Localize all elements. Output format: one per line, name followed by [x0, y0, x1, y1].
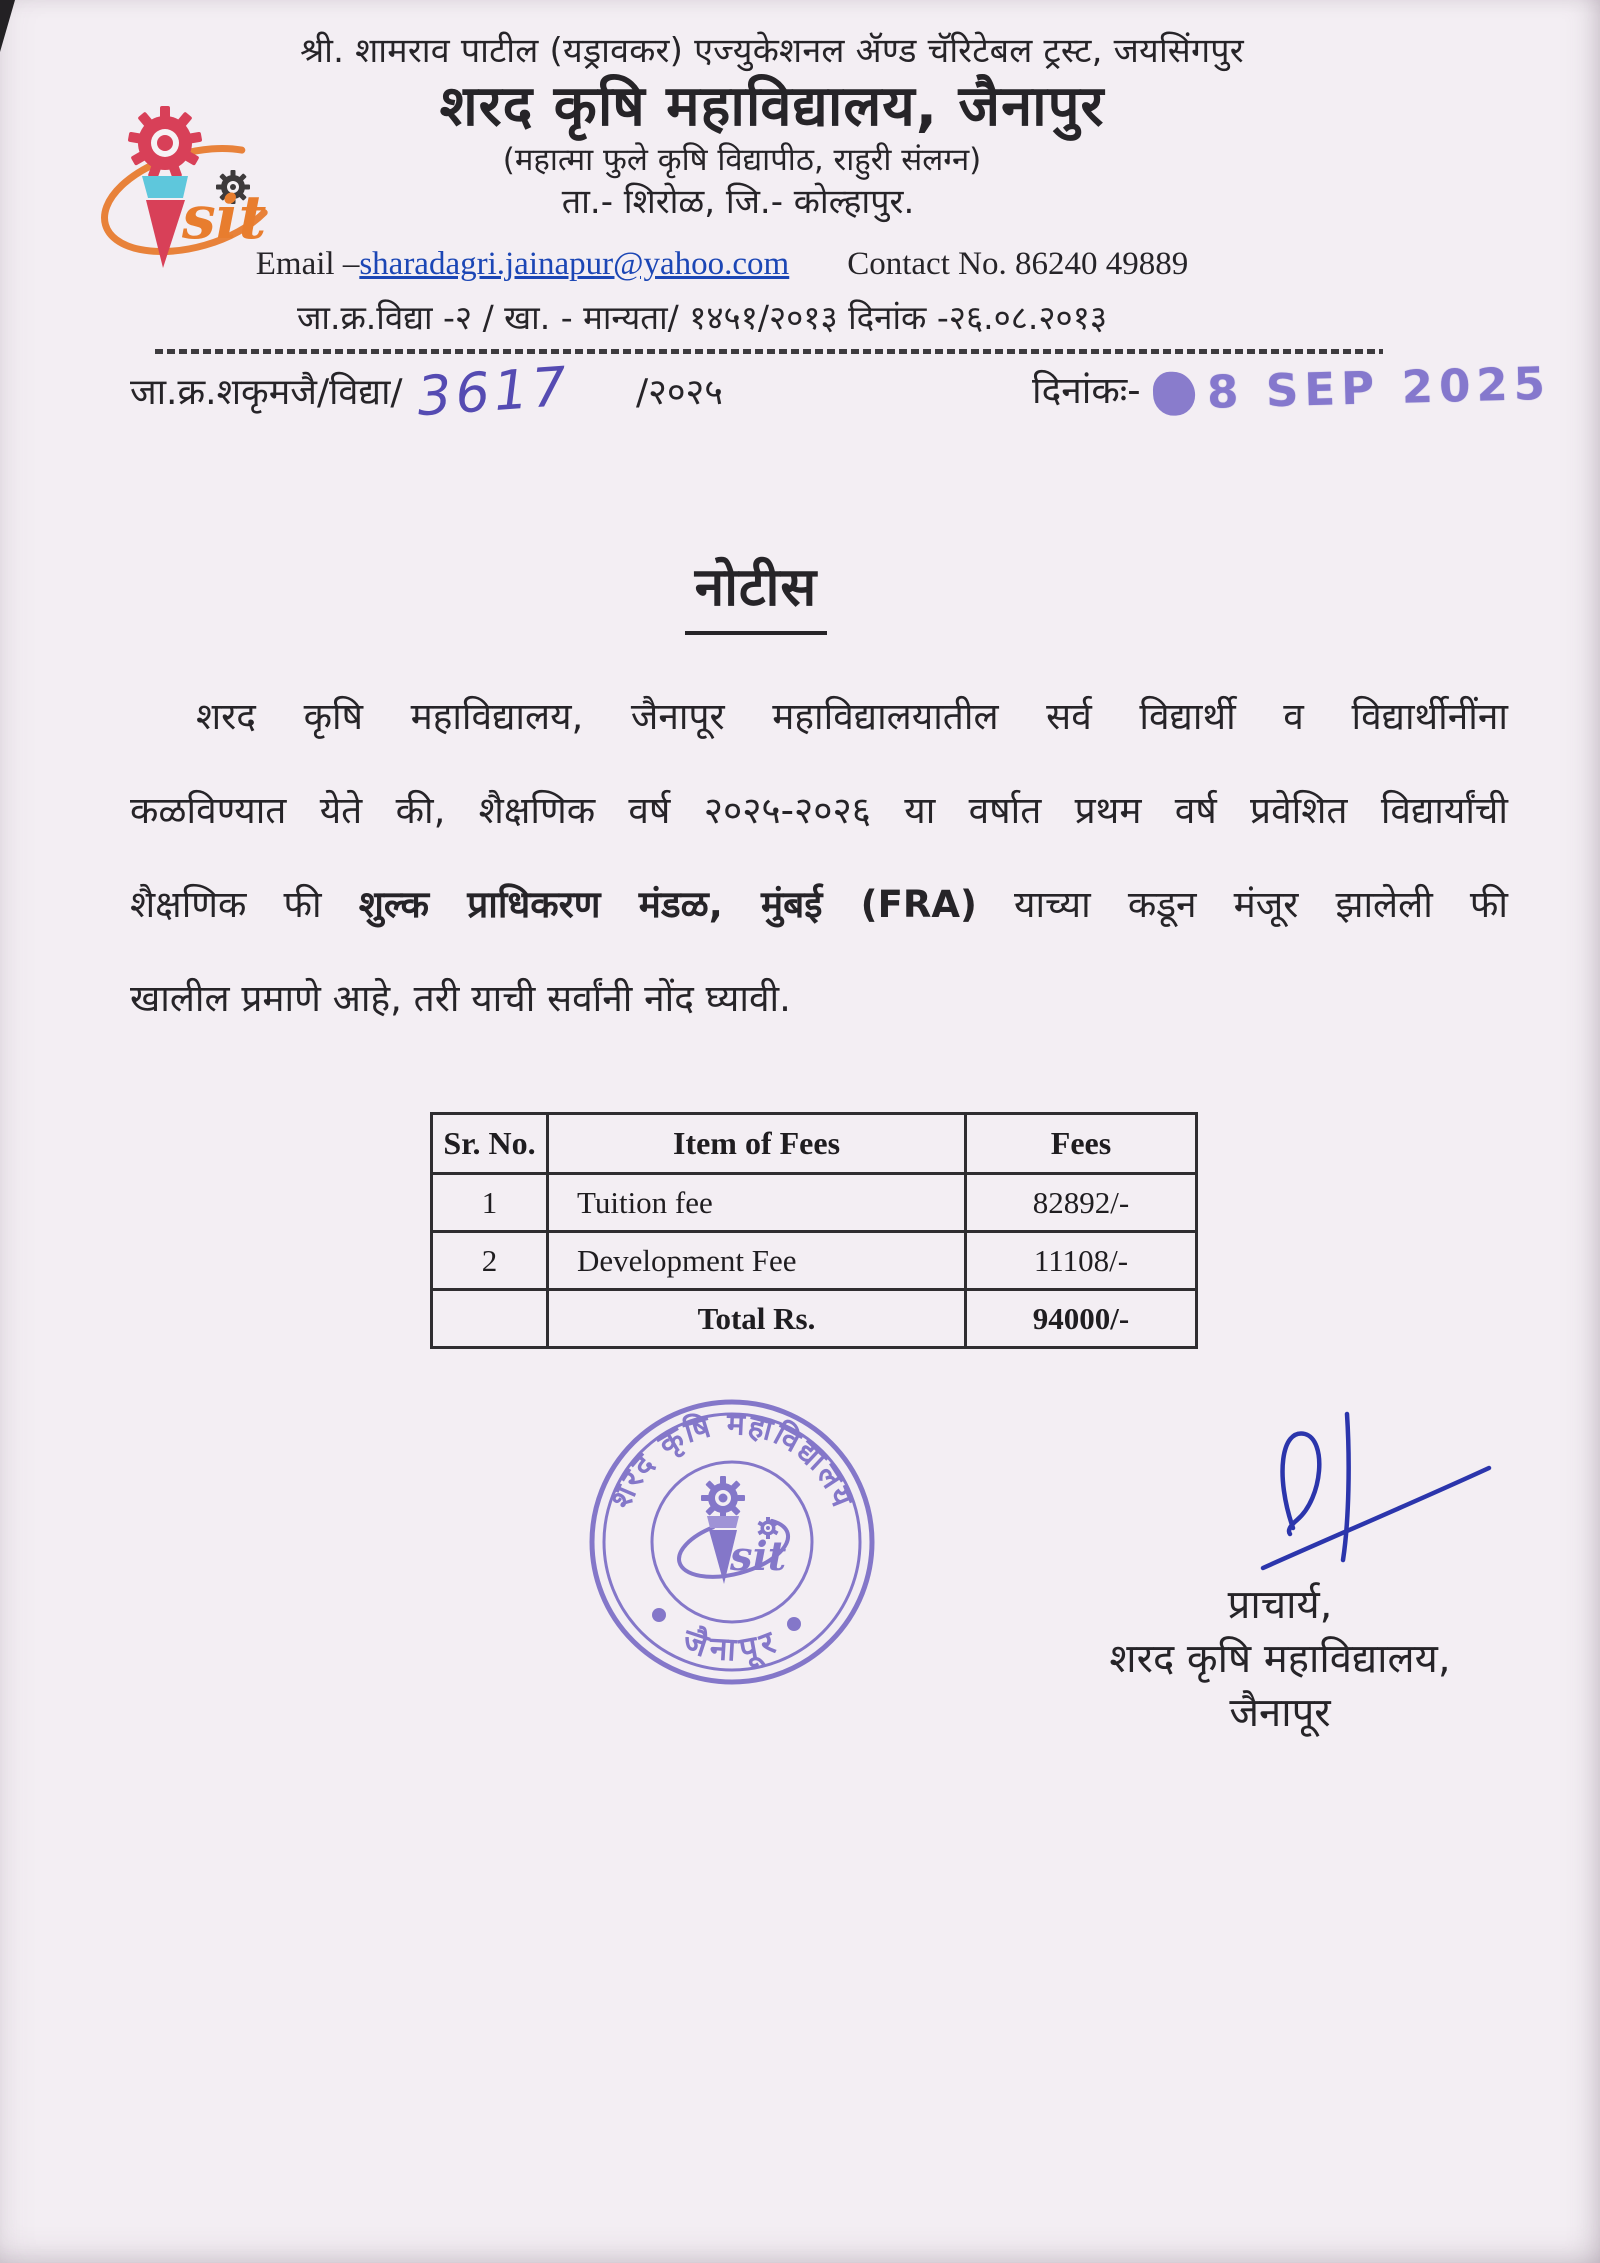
- location-line: ता.- शिरोळ, जि.- कोल्हापुर.: [561, 182, 915, 222]
- table-total-row: [432, 1290, 1197, 1348]
- seal-gear-icon: [701, 1476, 745, 1520]
- signature-ink: [1235, 1406, 1505, 1586]
- email-label: Email –: [255, 246, 360, 282]
- contact-number: Contact No. 86240 49889: [847, 246, 1189, 282]
- signatory-org: शरद कृषि महाविद्यालय,: [1109, 1636, 1451, 1682]
- trust-name-line: श्री. शामराव पाटील (यड्रावकर) एज्युकेशनल ॲण्ड चॅरिटेबल ट्रस्ट, जयसिंगपुर: [300, 31, 1244, 71]
- body-line-4: खालील प्रमाणे आहे, तरी याची सर्वांनी नोंद घ्यावी.: [130, 977, 791, 1020]
- seal-top-arc-text: शरद कृषि महाविद्यालय: [603, 1407, 861, 1514]
- body-line-3-bold: शुल्क प्राधिकरण मंडळ, मुंबई (FRA): [358, 883, 977, 926]
- sanction-line: जा.क्र.विद्या -२ / खा. - मान्यता/ १४५१/२०१३ दिनांक -२६.०८.२०१३: [296, 298, 1108, 337]
- total-value: 94000/-: [966, 1290, 1197, 1348]
- signatory-place: जैनापूर: [1229, 1690, 1331, 1736]
- fees-table: [430, 1112, 1198, 1349]
- row1-item: Tuition fee: [548, 1174, 966, 1232]
- header-item: Item of Fees: [548, 1114, 966, 1174]
- email-link[interactable]: sharadagri.jainapur@yahoo.com: [359, 246, 790, 282]
- body-line-3-post: याच्या कडून मंजूर झालेली फी: [976, 883, 1508, 926]
- date-stamp: [1152, 357, 1551, 420]
- dashed-separator: [155, 349, 1383, 354]
- header-fees: Fees: [966, 1114, 1197, 1174]
- date-label: दिनांकः-: [1032, 369, 1141, 412]
- total-label: Total Rs.: [548, 1290, 966, 1348]
- row1-sr: 1: [432, 1174, 548, 1232]
- total-empty-cell: [432, 1290, 548, 1348]
- notice-body: [130, 670, 1508, 1046]
- seal-cone-band: [707, 1516, 739, 1528]
- body-line-2: कळविण्यात येते की, शैक्षणिक वर्ष २०२५-२०२६ या वर्षात प्रथम वर्ष प्रवेशित विद्यार्यांची: [130, 789, 1508, 832]
- college-name: शरद कृषि महाविद्यालय, जैनापुर: [439, 74, 1105, 139]
- header-sr-no: Sr. No.: [432, 1114, 548, 1174]
- stamp-smudge: [1152, 371, 1195, 416]
- date-row: [1032, 356, 1552, 419]
- signatory-block: [1030, 1578, 1530, 1740]
- affiliation-line: (महात्मा फुले कृषि विद्यापीठ, राहुरी संलग्न): [502, 142, 982, 178]
- date-stamp-text: 8 SEP 2025: [1205, 356, 1552, 419]
- seal-bottom-arc-text: जैनापूर: [678, 1620, 786, 1669]
- row2-fees: 11108/-: [966, 1232, 1197, 1290]
- seal-dot-left: [652, 1608, 666, 1622]
- signatory-designation: प्राचार्य,: [1227, 1582, 1333, 1628]
- row1-fees: 82892/-: [966, 1174, 1197, 1232]
- row2-sr: 2: [432, 1232, 548, 1290]
- body-line-3-pre: शैक्षणिक फी: [130, 883, 359, 926]
- table-row: [432, 1232, 1197, 1290]
- seal-center-text: sit: [730, 1533, 787, 1580]
- body-line-1: शरद कृषि महाविद्यालय, जैनापूर महाविद्यालयातील सर्व विद्यार्थी व विद्यार्थीनींना: [196, 695, 1508, 738]
- logo-text: sit: [182, 183, 267, 253]
- outward-number-handwritten: 3617: [414, 354, 572, 429]
- table-row: [432, 1174, 1197, 1232]
- table-header-row: [432, 1114, 1197, 1174]
- body-line-3: [130, 858, 1508, 952]
- email-pair: [256, 246, 789, 283]
- seal-dot-right: [787, 1617, 801, 1631]
- outward-number-suffix: /२०२५: [635, 372, 723, 413]
- outward-number-row: [130, 354, 723, 429]
- email-contact-row: [0, 246, 1522, 283]
- row2-item: Development Fee: [548, 1232, 966, 1290]
- notice-title: नोटीस: [685, 548, 827, 635]
- college-seal-stamp: [582, 1392, 882, 1692]
- outward-number-prefix: जा.क्र.शकृमजै/विद्या/: [130, 372, 403, 413]
- notice-title-wrap: [0, 548, 1556, 635]
